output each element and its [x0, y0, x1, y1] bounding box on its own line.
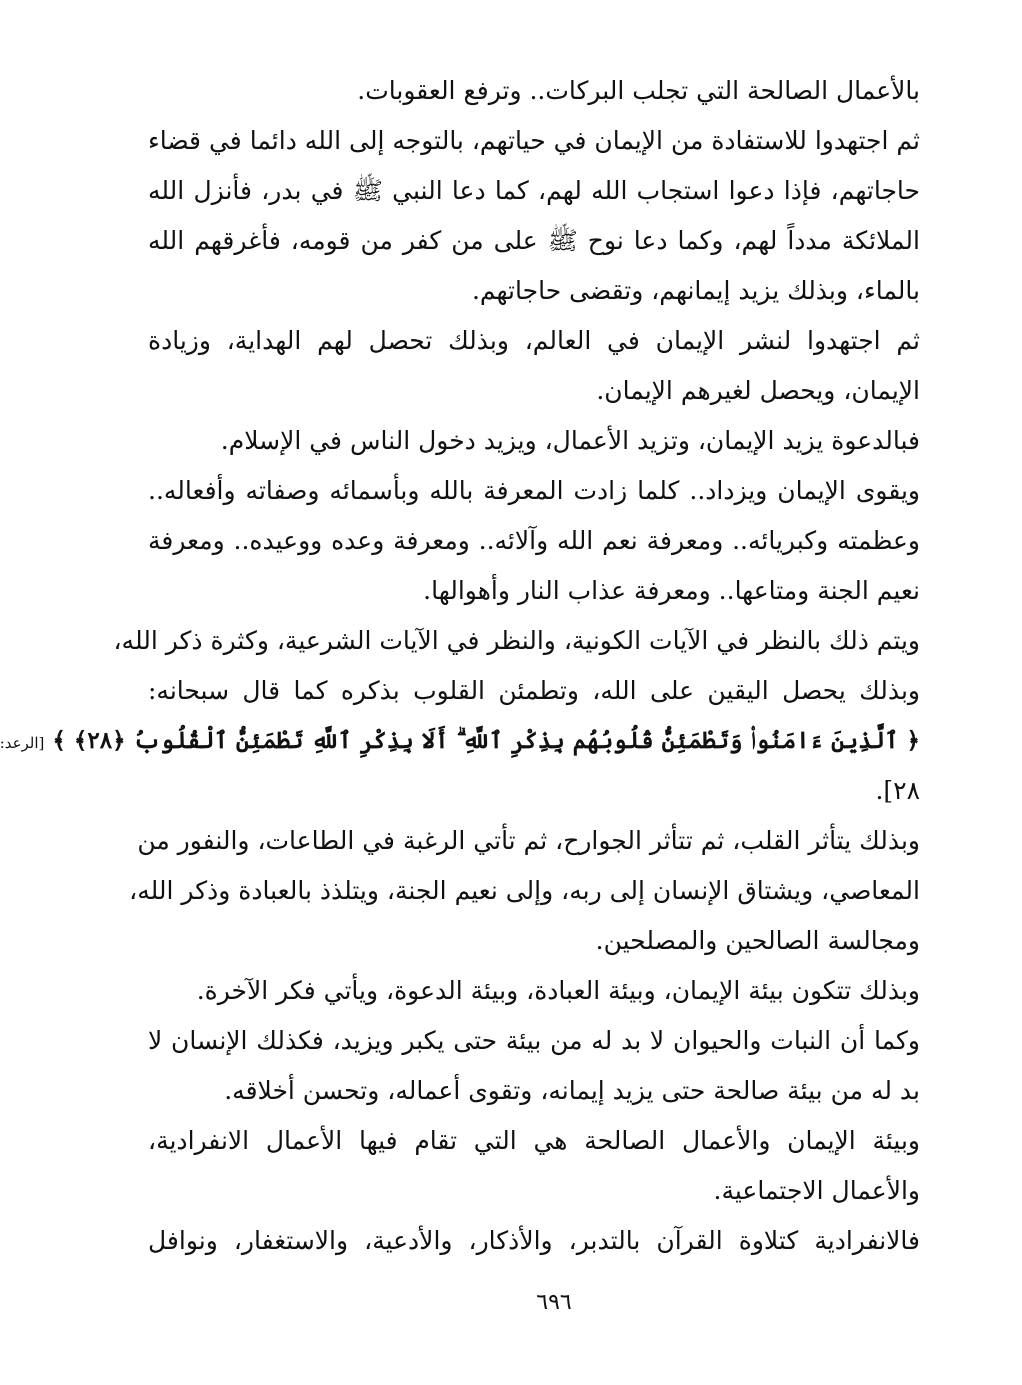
text-line: بد له من بيئة صالحة حتى يزيد إيمانه، وتقوى أعماله، وتحسن أخلاقه.: [224, 1076, 920, 1105]
verse-reference-start: [الرعد:: [0, 734, 45, 752]
text-line: حاجاتهم، فإذا دعوا استجاب الله لهم، كما دعا النبي ﷺ في بدر، فأنزل الله: [148, 176, 921, 205]
text-line: فالانفرادية كتلاوة القرآن بالتدبر، والأذكار، والأدعية، والاستغفار، ونوافل: [148, 1226, 920, 1255]
text-line: وكما أن النبات والحيوان لا بد له من بيئة حتى يكبر ويزيد، فكذلك الإنسان لا: [148, 1026, 920, 1055]
text-line: وعظمته وكبريائه.. ومعرفة نعم الله وآلائه.. ومعرفة وعده ووعيده.. ومعرفة: [148, 526, 920, 555]
text-line: الإيمان، ويحصل لغيرهم الإيمان.: [596, 376, 920, 405]
page-number: ٦٩٦: [536, 1290, 572, 1315]
verse-reference-end: ٢٨].: [875, 776, 920, 805]
text-line: بالأعمال الصالحة التي تجلب البركات.. وترفع العقوبات.: [357, 76, 920, 105]
text-block-after-verse: [129, 816, 920, 1266]
text-line: ويقوى الإيمان ويزداد.. كلما زادت المعرفة بالله وبأسمائه وصفاته وأفعاله..: [148, 476, 920, 505]
text-line: ومجالسة الصالحين والمصلحين.: [595, 926, 920, 955]
page-body: [0, 66, 921, 1266]
text-line: نعيم الجنة ومتاعها.. ومعرفة عذاب النار وأهوالها.: [423, 576, 920, 605]
text-block-before-verse: [113, 66, 921, 716]
quran-verse-line: [0, 716, 920, 766]
text-line: المعاصي، ويشتاق الإنسان إلى ربه، وإلى نعيم الجنة، ويتلذذ بالعبادة وذكر الله،: [129, 876, 920, 905]
text-line: ثم اجتهدوا لنشر الإيمان في العالم، وبذلك تحصل لهم الهداية، وزيادة: [148, 326, 920, 355]
text-line: الملائكة مدداً لهم، وكما دعا نوح ﷺ على من كفر من قومه، فأغرقهم الله: [148, 226, 920, 255]
text-line: ويتم ذلك بالنظر في الآيات الكونية، والنظر في الآيات الشرعية، وكثرة ذكر الله،: [113, 626, 920, 655]
text-line: وبذلك يتأثر القلب، ثم تتأثر الجوارح، ثم تأتي الرغبة في الطاعات، والنفور من: [137, 826, 920, 855]
text-line: وبذلك تتكون بيئة الإيمان، وبيئة العبادة، وبيئة الدعوة، ويأتي فكر الآخرة.: [196, 976, 920, 1005]
text-line: فبالدعوة يزيد الإيمان، وتزيد الأعمال، ويزيد دخول الناس في الإسلام.: [220, 426, 920, 455]
verse-reference-end-line: [148, 766, 920, 816]
text-line: وبيئة الإيمان والأعمال الصالحة هي التي تقام فيها الأعمال الانفرادية،: [148, 1126, 920, 1155]
text-line: بالماء، وبذلك يزيد إيمانهم، وتقضى حاجاتهم.: [471, 276, 920, 305]
quran-verse: ﴿ ٱلَّذِينَ ءَامَنُوا۟ وَتَطْمَئِنُّ قُلُوبُهُم بِذِكْرِ ٱللَّهِ ۗ أَلَا بِذِكْرِ ٱللَّهِ تَطْمَئِنُّ ٱلْقُلُوبُ ﴿٢٨﴾ ﴾: [52, 727, 920, 754]
text-line: وبذلك يحصل اليقين على الله، وتطمئن القلوب بذكره كما قال سبحانه:: [148, 676, 920, 705]
text-line: والأعمال الاجتماعية.: [713, 1176, 920, 1205]
text-line: ثم اجتهدوا للاستفادة من الإيمان في حياتهم، بالتوجه إلى الله دائما في قضاء: [148, 126, 920, 155]
